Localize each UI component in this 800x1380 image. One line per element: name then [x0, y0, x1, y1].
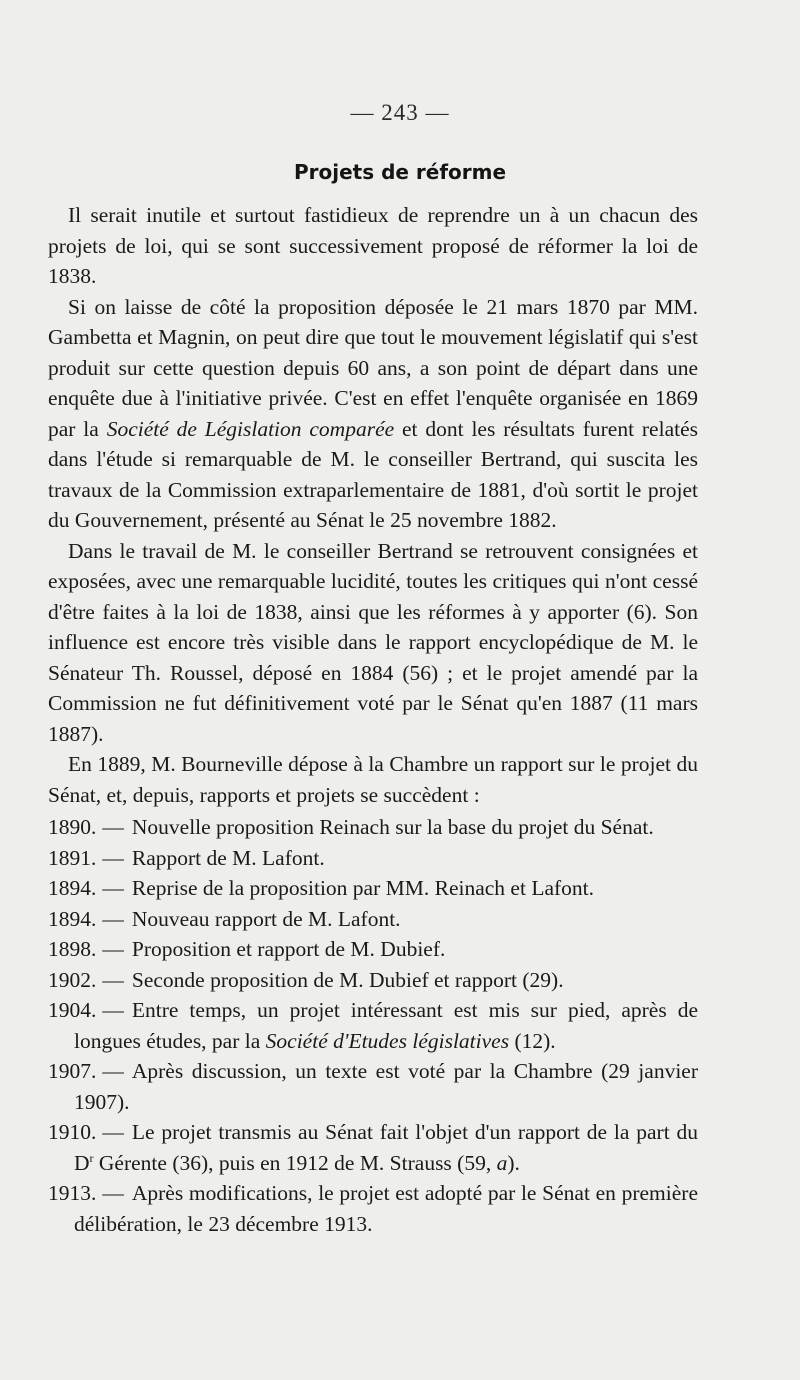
chronology-text-italic: a [496, 1150, 508, 1175]
chronology-text-b: Gérente (36), puis en 1912 de M. Strauss (59, [93, 1150, 497, 1175]
chronology-item [48, 995, 698, 1056]
chronology-dash: — [102, 967, 124, 992]
chronology-year: 1890. [48, 815, 97, 839]
chronology-list [48, 812, 698, 1239]
chronology-dash: — [102, 998, 124, 1022]
chronology-text: Après modifications, le projet est adopté par le Sénat en première délibération, le 23 décembre 1913. [74, 1181, 698, 1236]
chronology-item [48, 812, 698, 843]
chronology-item [48, 873, 698, 904]
chronology-dash: — [102, 937, 124, 961]
chronology-item [48, 965, 698, 996]
paragraph-1: Il serait inutile et surtout fastidieux de reprendre un à un chacun des projets de loi, qui se sont successivement proposé de réformer la loi de 1838. [48, 203, 698, 288]
chronology-year: 1902. [48, 967, 97, 992]
chronology-text-a: Entre temps, un projet intéressant est mis sur pied, après de longues études, par la [74, 998, 698, 1053]
paragraph-2 [48, 292, 698, 536]
chronology-text: Après discussion, un texte est voté par la Chambre (29 janvier 1907). [74, 1059, 698, 1114]
chronology-text: Nouveau rapport de M. Lafont. [131, 906, 401, 931]
chronology-year: 1904. [48, 998, 97, 1022]
chronology-dash: — [102, 845, 124, 870]
section-heading: Projets de réforme [293, 160, 507, 184]
chronology-dash: — [102, 906, 124, 931]
chronology-dash: — [102, 815, 124, 839]
chronology-year: 1894. [48, 906, 97, 931]
chronology-item [48, 1117, 698, 1178]
chronology-dash: — [102, 1059, 124, 1083]
paragraph-4: En 1889, M. Bourneville dépose à la Chambre un rapport sur le projet du Sénat, et, depuis, rapports et projets se succèdent : [48, 752, 698, 807]
chronology-item [48, 934, 698, 965]
chronology-text: Nouvelle proposition Reinach sur la base du projet du Sénat. [131, 815, 654, 839]
chronology-text-b: (12). [509, 1028, 556, 1053]
paragraph-3: Dans le travail de M. le conseiller Bertrand se retrouvent consignées et exposées, avec une remarquable lucidité, toutes les critiques qui n'ont cessé d'être faites à la loi de 1838, ainsi que les réformes à y apporter (6). Son influence est encore très visible dans le rapport encyclopédique de M. le Sénateur Th. Roussel, déposé en 1884 (56) ; et le projet amendé par la Commission ne fut définitivement voté par le Sénat qu'en 1887 (11 mars 1887). [48, 538, 698, 746]
chronology-dash: — [102, 1181, 124, 1205]
chronology-item [48, 843, 698, 874]
chronology-dash: — [102, 876, 124, 900]
chronology-year: 1894. [48, 876, 97, 900]
chronology-year: 1907. [48, 1059, 97, 1083]
chronology-year: 1898. [48, 937, 97, 961]
chronology-text: Proposition et rapport de M. Dubief. [131, 937, 446, 961]
chronology-year: 1913. [48, 1181, 97, 1205]
page-number: — 243 — [350, 100, 450, 125]
chronology-text-a: Le projet transmis au Sénat fait l'objet d'un rapport de la part du D [74, 1120, 698, 1175]
chronology-year: 1910. [48, 1120, 97, 1144]
chronology-text: Rapport de M. Lafont. [131, 845, 325, 870]
chronology-text-c: ). [507, 1150, 520, 1175]
chronology-text: Reprise de la proposition par MM. Reinach et Lafont. [131, 876, 595, 900]
paragraph-2-text-b: et dont les résultats furent relatés dans l'étude si remarquable de M. le conseiller Bertrand, qui suscita les travaux de la Commission extraparlementaire de 1881, d'où sortit le projet du Gouvernement, présenté au Sénat le 25 novembre 1882. [48, 416, 698, 532]
chronology-text-superscript: r [89, 1150, 94, 1165]
chronology-text: Seconde proposition de M. Dubief et rapport (29). [131, 967, 564, 992]
paragraph-2-italic: Société de Législation comparée [106, 416, 395, 441]
body-text [48, 200, 698, 1239]
chronology-item [48, 1056, 698, 1117]
chronology-item [48, 1178, 698, 1239]
chronology-dash: — [102, 1120, 124, 1144]
chronology-year: 1891. [48, 845, 97, 870]
paragraph-2-text-a: Si on laisse de côté la proposition déposée le 21 mars 1870 par MM. Gambetta et Magnin, on peut dire que tout le mouvement législatif qui s'est produit sur cette question depuis 60 ans, a son point de départ dans une enquête due à l'initiative privée. C'est en effet l'enquête organisée en 1869 par la [48, 294, 698, 441]
chronology-item [48, 904, 698, 935]
chronology-text-italic: Société d'Etudes législatives [265, 1028, 510, 1053]
